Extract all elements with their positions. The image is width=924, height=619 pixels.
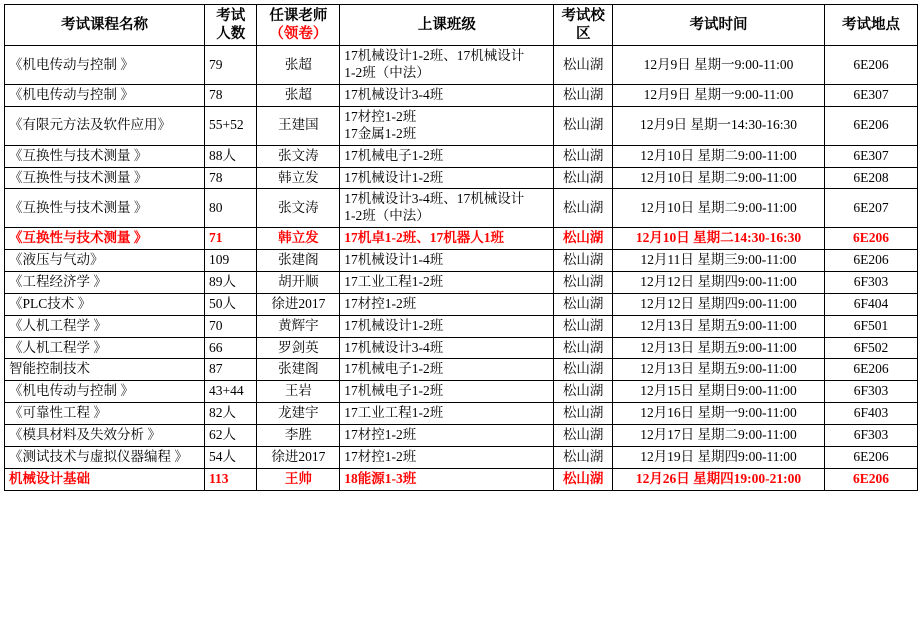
header-course-label: 考试课程名称 [60, 17, 148, 34]
cell-count: 54人 [204, 446, 257, 468]
cell-count: 78 [204, 85, 257, 107]
cell-campus: 松山湖 [554, 468, 613, 490]
cell-campus: 松山湖 [554, 337, 613, 359]
cell-course: 《PLC技术 》 [5, 293, 205, 315]
cell-time: 12月10日 星期二9:00-11:00 [612, 145, 824, 167]
cell-time: 12月19日 星期四9:00-11:00 [612, 446, 824, 468]
header-campus [554, 5, 613, 46]
cell-count: 43+44 [204, 381, 257, 403]
header-teacher-line1: 任课老师 [269, 8, 328, 24]
cell-campus: 松山湖 [554, 446, 613, 468]
table-row [5, 359, 918, 381]
cell-time: 12月9日 星期一9:00-11:00 [612, 85, 824, 107]
cell-course: 《人机工程学 》 [5, 315, 205, 337]
cell-teacher: 张文涛 [257, 145, 340, 167]
cell-class-line2: 1-2班（中法） [344, 208, 430, 224]
cell-course: 《互换性与技术测量 》 [5, 167, 205, 189]
cell-class-line1: 17机械设计3-4班 [344, 87, 444, 102]
cell-campus: 松山湖 [554, 315, 613, 337]
cell-class [340, 271, 554, 293]
cell-place: 6E307 [825, 85, 918, 107]
table-row [5, 250, 918, 272]
cell-count: 71 [204, 228, 257, 250]
cell-teacher: 胡开顺 [257, 271, 340, 293]
table-row [5, 337, 918, 359]
cell-teacher: 徐进2017 [257, 293, 340, 315]
table-row [5, 167, 918, 189]
cell-place: 6E208 [825, 167, 918, 189]
table-row [5, 446, 918, 468]
header-teacher [257, 5, 340, 46]
cell-place: 6F303 [825, 271, 918, 293]
cell-course: 《液压与气动》 [5, 250, 205, 272]
cell-count: 88人 [204, 145, 257, 167]
cell-course: 《工程经济学 》 [5, 271, 205, 293]
cell-class [340, 189, 554, 228]
cell-time: 12月10日 星期二14:30-16:30 [612, 228, 824, 250]
cell-class-line1: 17机械电子1-2班 [344, 147, 444, 163]
cell-count: 89人 [204, 271, 257, 293]
cell-count: 79 [204, 46, 257, 85]
cell-count: 55+52 [204, 106, 257, 145]
cell-class [340, 46, 554, 85]
cell-course: 《互换性与技术测量 》 [5, 145, 205, 167]
cell-course: 《机电传动与控制 》 [5, 85, 205, 107]
table-row [5, 189, 918, 228]
table-row [5, 271, 918, 293]
header-count-line1: 考试 [216, 8, 246, 24]
cell-class [340, 228, 554, 250]
cell-campus: 松山湖 [554, 85, 613, 107]
table-row [5, 315, 918, 337]
table-row [5, 381, 918, 403]
cell-teacher: 李胜 [257, 425, 340, 447]
cell-campus: 松山湖 [554, 271, 613, 293]
cell-place: 6E307 [825, 145, 918, 167]
cell-course: 机械设计基础 [5, 468, 205, 490]
cell-campus: 松山湖 [554, 145, 613, 167]
cell-teacher: 韩立发 [257, 167, 340, 189]
table-row [5, 468, 918, 490]
cell-time: 12月12日 星期四9:00-11:00 [612, 271, 824, 293]
exam-schedule-table [4, 4, 918, 491]
cell-place: 6E206 [825, 468, 918, 490]
header-class [340, 5, 554, 46]
cell-campus: 松山湖 [554, 167, 613, 189]
cell-teacher: 龙建宇 [257, 403, 340, 425]
header-time-label: 考试时间 [689, 17, 748, 34]
cell-class-line1: 17机械设计1-2班 [344, 169, 444, 185]
cell-class-line1: 17机械设计1-2班、17机械设计 [344, 48, 525, 64]
header-teacher-line2: （领卷） [269, 26, 328, 43]
table-row [5, 106, 918, 145]
header-campus-line2: 区 [575, 26, 591, 43]
cell-campus: 松山湖 [554, 106, 613, 145]
cell-count: 87 [204, 359, 257, 381]
cell-teacher: 张超 [257, 46, 340, 85]
cell-place: 6E206 [825, 106, 918, 145]
cell-class [340, 106, 554, 145]
cell-time: 12月13日 星期五9:00-11:00 [612, 359, 824, 381]
cell-class-line1: 18能源1-3班 [344, 470, 417, 486]
table-row [5, 145, 918, 167]
cell-time: 12月26日 星期四19:00-21:00 [612, 468, 824, 490]
cell-place: 6F303 [825, 425, 918, 447]
cell-course: 《可靠性工程 》 [5, 403, 205, 425]
cell-teacher: 黄辉宇 [257, 315, 340, 337]
cell-time: 12月16日 星期一9:00-11:00 [612, 403, 824, 425]
header-place-label: 考试地点 [842, 17, 901, 34]
cell-class-line1: 17工业工程1-2班 [344, 405, 444, 421]
table-row [5, 293, 918, 315]
table-row [5, 228, 918, 250]
header-place [825, 5, 918, 46]
header-row [5, 5, 918, 46]
cell-class-line2: 1-2班（中法） [344, 65, 430, 81]
cell-time: 12月11日 星期三9:00-11:00 [612, 250, 824, 272]
cell-teacher: 张文涛 [257, 189, 340, 228]
header-class-label: 上课班级 [417, 17, 476, 34]
cell-teacher: 张建阁 [257, 359, 340, 381]
cell-time: 12月9日 星期一14:30-16:30 [612, 106, 824, 145]
cell-teacher: 张建阁 [257, 250, 340, 272]
cell-count: 50人 [204, 293, 257, 315]
cell-class [340, 446, 554, 468]
cell-class [340, 468, 554, 490]
cell-class [340, 315, 554, 337]
cell-teacher: 王建国 [257, 106, 340, 145]
cell-teacher: 张超 [257, 85, 340, 107]
table-body [5, 46, 918, 490]
cell-teacher: 王帅 [257, 468, 340, 490]
cell-class [340, 293, 554, 315]
cell-place: 6E206 [825, 46, 918, 85]
cell-class [340, 403, 554, 425]
cell-class [340, 85, 554, 107]
cell-time: 12月10日 星期二9:00-11:00 [612, 189, 824, 228]
cell-course: 智能控制技术 [5, 359, 205, 381]
cell-class-line1: 17机械设计3-4班、17机械设计 [344, 191, 525, 207]
table-row [5, 425, 918, 447]
header-course [5, 5, 205, 46]
cell-campus: 松山湖 [554, 403, 613, 425]
cell-campus: 松山湖 [554, 46, 613, 85]
cell-campus: 松山湖 [554, 250, 613, 272]
cell-course: 《人机工程学 》 [5, 337, 205, 359]
cell-count: 113 [204, 468, 257, 490]
cell-teacher: 韩立发 [257, 228, 340, 250]
header-time [612, 5, 824, 46]
cell-place: 6F404 [825, 293, 918, 315]
cell-course: 《测试技术与虚拟仪器编程 》 [5, 446, 205, 468]
cell-time: 12月15日 星期日9:00-11:00 [612, 381, 824, 403]
cell-campus: 松山湖 [554, 381, 613, 403]
cell-course: 《互换性与技术测量 》 [5, 189, 205, 228]
cell-campus: 松山湖 [554, 189, 613, 228]
cell-time: 12月13日 星期五9:00-11:00 [612, 337, 824, 359]
table-row [5, 46, 918, 85]
cell-place: 6E206 [825, 359, 918, 381]
header-count [204, 5, 257, 46]
cell-campus: 松山湖 [554, 359, 613, 381]
cell-place: 6F303 [825, 381, 918, 403]
cell-time: 12月10日 星期二9:00-11:00 [612, 167, 824, 189]
cell-course: 《机电传动与控制 》 [5, 46, 205, 85]
cell-class-line1: 17机械设计3-4班 [344, 339, 444, 355]
cell-class-line1: 17机械设计1-4班 [344, 252, 444, 267]
cell-class-line1: 17机械电子1-2班 [344, 383, 444, 399]
header-campus-line1: 考试校 [561, 8, 605, 24]
cell-class-line1: 17材控1-2班 [344, 108, 417, 124]
cell-teacher: 徐进2017 [257, 446, 340, 468]
cell-class-line1: 17机械设计1-2班 [344, 317, 444, 333]
cell-course: 《互换性与技术测量 》 [5, 228, 205, 250]
cell-count: 70 [204, 315, 257, 337]
cell-class [340, 359, 554, 381]
cell-class [340, 337, 554, 359]
cell-course: 《有限元方法及软件应用》 [5, 106, 205, 145]
cell-class [340, 425, 554, 447]
cell-place: 6F502 [825, 337, 918, 359]
cell-place: 6E206 [825, 228, 918, 250]
cell-class [340, 250, 554, 272]
cell-course: 《机电传动与控制 》 [5, 381, 205, 403]
table-row [5, 85, 918, 107]
cell-time: 12月13日 星期五9:00-11:00 [612, 315, 824, 337]
cell-class-line1: 17材控1-2班 [344, 427, 417, 442]
cell-time: 12月12日 星期四9:00-11:00 [612, 293, 824, 315]
cell-campus: 松山湖 [554, 228, 613, 250]
cell-class-line2: 17金属1-2班 [344, 125, 417, 141]
cell-count: 66 [204, 337, 257, 359]
cell-count: 62人 [204, 425, 257, 447]
cell-count: 80 [204, 189, 257, 228]
cell-place: 6E206 [825, 250, 918, 272]
cell-class [340, 145, 554, 167]
cell-teacher: 王岩 [257, 381, 340, 403]
table-row [5, 403, 918, 425]
table-header [5, 5, 918, 46]
cell-class-line1: 17工业工程1-2班 [344, 273, 444, 289]
cell-campus: 松山湖 [554, 425, 613, 447]
cell-count: 109 [204, 250, 257, 272]
cell-teacher: 罗剑英 [257, 337, 340, 359]
cell-place: 6F501 [825, 315, 918, 337]
cell-class-line1: 17机械电子1-2班 [344, 361, 444, 377]
cell-place: 6E207 [825, 189, 918, 228]
cell-place: 6E206 [825, 446, 918, 468]
cell-time: 12月17日 星期二9:00-11:00 [612, 425, 824, 447]
cell-campus: 松山湖 [554, 293, 613, 315]
cell-class [340, 381, 554, 403]
cell-class-line1: 17机卓1-2班、17机器人1班 [344, 230, 505, 246]
cell-time: 12月9日 星期一9:00-11:00 [612, 46, 824, 85]
cell-class-line1: 17材控1-2班 [344, 295, 417, 311]
cell-class-line1: 17材控1-2班 [344, 448, 417, 464]
cell-count: 82人 [204, 403, 257, 425]
header-count-line2: 人数 [216, 26, 246, 43]
cell-course: 《模具材料及失效分析 》 [5, 425, 205, 447]
cell-class [340, 167, 554, 189]
cell-place: 6F403 [825, 403, 918, 425]
cell-count: 78 [204, 167, 257, 189]
